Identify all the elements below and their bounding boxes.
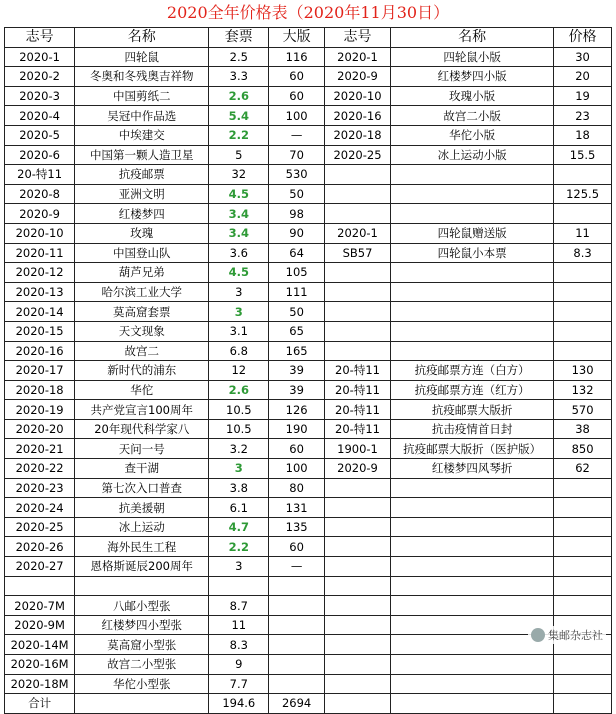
table-row xyxy=(5,459,612,479)
col-price-right-cell: 132 xyxy=(554,380,612,400)
col-id-left-cell: 2020-11 xyxy=(5,243,75,263)
col-name-right-cell: 抗疫邮票方连（红方） xyxy=(391,380,554,400)
col-id-right-cell xyxy=(324,615,390,635)
col-set-price-cell: 3 xyxy=(209,459,269,479)
col-sheet-price-cell: 65 xyxy=(269,321,325,341)
col-id-left-cell: 2020-17 xyxy=(5,361,75,381)
col-id-left-cell: 2020-6 xyxy=(5,145,75,165)
col-name-right-cell: 抗击疫情首日封 xyxy=(391,419,554,439)
col-name-right-cell xyxy=(391,655,554,675)
table-row xyxy=(5,184,612,204)
col-name-left-cell: 天文现象 xyxy=(75,321,209,341)
col-set-price-cell: 8.3 xyxy=(209,635,269,655)
col-name-right-cell xyxy=(391,576,554,596)
table-row xyxy=(5,243,612,263)
col-name-left-cell: 20年现代科学家八 xyxy=(75,419,209,439)
col-name-left-cell: 八邮小型张 xyxy=(75,596,209,616)
table-row xyxy=(5,282,612,302)
col-name-left-cell: 吴冠中作品选 xyxy=(75,106,209,126)
col-id-right-cell: 2020-1 xyxy=(324,223,390,243)
col-name-right-cell xyxy=(391,204,554,224)
col-id-left-cell: 2020-4 xyxy=(5,106,75,126)
col-id-right-cell: SB57 xyxy=(324,243,390,263)
col-name-right-cell: 玫瑰小版 xyxy=(391,86,554,106)
col-id-left-cell: 2020-18 xyxy=(5,380,75,400)
col-id-right-cell xyxy=(324,596,390,616)
table-row xyxy=(5,478,612,498)
table-row xyxy=(5,263,612,283)
col-name-right-cell xyxy=(391,596,554,616)
col-set-price-cell: 3.4 xyxy=(209,204,269,224)
col-name-right-cell xyxy=(391,184,554,204)
col-id-left-cell: 2020-12 xyxy=(5,263,75,283)
col-sheet-price-cell: 100 xyxy=(269,459,325,479)
col-set-price-cell: 3.3 xyxy=(209,67,269,87)
table-row xyxy=(5,655,612,675)
col-name-left-cell: 海外民生工程 xyxy=(75,537,209,557)
col-name-right-cell xyxy=(391,498,554,518)
col-price-right-cell xyxy=(554,341,612,361)
col-id-right-cell xyxy=(324,165,390,185)
col-id-right-cell xyxy=(324,517,390,537)
col-id-left-cell: 2020-22 xyxy=(5,459,75,479)
header-col-name-right: 名称 xyxy=(391,28,554,48)
col-id-left-cell: 20-特11 xyxy=(5,165,75,185)
header-col-id-right: 志号 xyxy=(324,28,390,48)
col-set-price-cell: 11 xyxy=(209,615,269,635)
col-price-right-cell xyxy=(554,674,612,694)
col-name-left-cell: 哈尔滨工业大学 xyxy=(75,282,209,302)
col-name-left-cell: 莫高窟套票 xyxy=(75,302,209,322)
col-name-left-cell xyxy=(75,576,209,596)
col-name-left-cell: 天问一号 xyxy=(75,439,209,459)
col-sheet-price-cell: 98 xyxy=(269,204,325,224)
col-id-right-cell: 20-特11 xyxy=(324,361,390,381)
col-id-left-cell: 2020-18M xyxy=(5,674,75,694)
col-set-price-cell: 4.5 xyxy=(209,184,269,204)
col-id-left-cell xyxy=(5,576,75,596)
col-price-right-cell: 850 xyxy=(554,439,612,459)
price-table xyxy=(4,27,612,714)
col-name-left-cell: 新时代的浦东 xyxy=(75,361,209,381)
col-sheet-price-cell: — xyxy=(269,557,325,577)
col-set-price-cell: 2.6 xyxy=(209,86,269,106)
col-name-left-cell: 亚洲文明 xyxy=(75,184,209,204)
col-sheet-price-cell: 70 xyxy=(269,145,325,165)
col-sheet-price-cell: 50 xyxy=(269,302,325,322)
col-sheet-price-cell: 530 xyxy=(269,165,325,185)
col-id-left-cell: 2020-20 xyxy=(5,419,75,439)
col-name-right-cell xyxy=(391,537,554,557)
col-price-right-cell xyxy=(554,498,612,518)
table-row xyxy=(5,204,612,224)
col-name-left-cell: 华佗小型张 xyxy=(75,674,209,694)
col-set-price-cell: 9 xyxy=(209,655,269,675)
col-sheet-price-cell: 165 xyxy=(269,341,325,361)
col-sheet-price-cell: 60 xyxy=(269,439,325,459)
col-sheet-price-cell: 100 xyxy=(269,106,325,126)
header-col-set-price: 套票 xyxy=(209,28,269,48)
col-name-left-cell xyxy=(75,694,209,714)
table-row xyxy=(5,106,612,126)
col-sheet-price-cell: 135 xyxy=(269,517,325,537)
col-name-left-cell: 莫高窟小型张 xyxy=(75,635,209,655)
col-name-right-cell: 四轮鼠赠送版 xyxy=(391,223,554,243)
col-id-left-cell: 2020-16 xyxy=(5,341,75,361)
col-sheet-price-cell xyxy=(269,674,325,694)
col-name-left-cell: 中国剪纸二 xyxy=(75,86,209,106)
col-id-left-cell: 2020-16M xyxy=(5,655,75,675)
col-id-right-cell xyxy=(324,655,390,675)
col-id-right-cell: 2020-16 xyxy=(324,106,390,126)
col-name-left-cell: 故宫二 xyxy=(75,341,209,361)
col-set-price-cell: 3 xyxy=(209,282,269,302)
col-name-right-cell: 四轮鼠小本票 xyxy=(391,243,554,263)
col-sheet-price-cell: 111 xyxy=(269,282,325,302)
col-name-left-cell: 中埃建交 xyxy=(75,125,209,145)
col-name-right-cell xyxy=(391,478,554,498)
col-name-right-cell: 华佗小版 xyxy=(391,125,554,145)
table-row xyxy=(5,302,612,322)
col-price-right-cell: 570 xyxy=(554,400,612,420)
col-id-right-cell xyxy=(324,341,390,361)
col-price-right-cell: 130 xyxy=(554,361,612,381)
col-name-right-cell xyxy=(391,282,554,302)
header-col-id-left: 志号 xyxy=(5,28,75,48)
col-price-right-cell: 19 xyxy=(554,86,612,106)
col-name-right-cell: 红楼梦四风琴折 xyxy=(391,459,554,479)
table-row xyxy=(5,596,612,616)
col-id-right-cell: 1900-1 xyxy=(324,439,390,459)
col-price-right-cell: 23 xyxy=(554,106,612,126)
col-id-right-cell: 2020-9 xyxy=(324,459,390,479)
col-name-right-cell xyxy=(391,694,554,714)
col-sheet-price-cell xyxy=(269,576,325,596)
page-title: 2020全年价格表（2020年11月30日） xyxy=(166,3,450,22)
table-row xyxy=(5,557,612,577)
col-price-right-cell xyxy=(554,282,612,302)
table-row xyxy=(5,145,612,165)
table-row xyxy=(5,674,612,694)
col-name-right-cell: 冰上运动小版 xyxy=(391,145,554,165)
col-price-right-cell xyxy=(554,596,612,616)
col-set-price-cell: 3 xyxy=(209,557,269,577)
col-set-price-cell: 6.8 xyxy=(209,341,269,361)
col-set-price-cell: 5.4 xyxy=(209,106,269,126)
table-row xyxy=(5,361,612,381)
col-sheet-price-cell: 50 xyxy=(269,184,325,204)
col-set-price-cell: 8.7 xyxy=(209,596,269,616)
col-name-left-cell: 四轮鼠 xyxy=(75,47,209,67)
col-id-left-cell: 2020-23 xyxy=(5,478,75,498)
col-name-right-cell xyxy=(391,517,554,537)
col-name-right-cell xyxy=(391,674,554,694)
col-set-price-cell: 4.5 xyxy=(209,263,269,283)
table-row xyxy=(5,86,612,106)
col-id-right-cell xyxy=(324,263,390,283)
col-id-right-cell xyxy=(324,204,390,224)
col-set-price-cell: 2.2 xyxy=(209,125,269,145)
col-id-left-cell: 2020-7M xyxy=(5,596,75,616)
col-name-left-cell: 查干湖 xyxy=(75,459,209,479)
col-price-right-cell xyxy=(554,655,612,675)
col-name-left-cell: 红楼梦四小型张 xyxy=(75,615,209,635)
col-id-left-cell: 2020-5 xyxy=(5,125,75,145)
col-name-right-cell xyxy=(391,302,554,322)
col-price-right-cell xyxy=(554,576,612,596)
col-price-right-cell xyxy=(554,204,612,224)
col-sheet-price-cell: 190 xyxy=(269,419,325,439)
col-set-price-cell: 32 xyxy=(209,165,269,185)
col-sheet-price-cell: 131 xyxy=(269,498,325,518)
col-price-right-cell xyxy=(554,321,612,341)
col-set-price-cell: 10.5 xyxy=(209,419,269,439)
col-id-left-cell: 2020-15 xyxy=(5,321,75,341)
col-price-right-cell: 11 xyxy=(554,223,612,243)
col-set-price-cell: 5 xyxy=(209,145,269,165)
table-row xyxy=(5,165,612,185)
col-sheet-price-cell: 64 xyxy=(269,243,325,263)
col-set-price-cell: 2.2 xyxy=(209,537,269,557)
col-id-right-cell: 20-特11 xyxy=(324,400,390,420)
col-sheet-price-cell xyxy=(269,596,325,616)
col-set-price-cell: 3.4 xyxy=(209,223,269,243)
col-sheet-price-cell: 39 xyxy=(269,380,325,400)
table-row xyxy=(5,125,612,145)
col-name-left-cell: 葫芦兄弟 xyxy=(75,263,209,283)
table-row xyxy=(5,67,612,87)
col-id-right-cell xyxy=(324,557,390,577)
col-price-right-cell xyxy=(554,517,612,537)
col-set-price-cell: 4.7 xyxy=(209,517,269,537)
col-name-right-cell: 抗疫邮票大版折 xyxy=(391,400,554,420)
col-name-left-cell: 冬奥和冬残奥吉祥物 xyxy=(75,67,209,87)
col-set-price-cell: 194.6 xyxy=(209,694,269,714)
col-set-price-cell: 12 xyxy=(209,361,269,381)
table-row xyxy=(5,635,612,655)
col-id-left-cell: 2020-8 xyxy=(5,184,75,204)
col-price-right-cell xyxy=(554,478,612,498)
col-sheet-price-cell: — xyxy=(269,125,325,145)
col-id-right-cell: 2020-10 xyxy=(324,86,390,106)
col-name-left-cell: 中国第一颗人造卫星 xyxy=(75,145,209,165)
col-name-right-cell xyxy=(391,263,554,283)
col-id-left-cell: 2020-24 xyxy=(5,498,75,518)
col-name-left-cell: 第七次入口普查 xyxy=(75,478,209,498)
header-col-price-right: 价格 xyxy=(554,28,612,48)
col-sheet-price-cell: 60 xyxy=(269,86,325,106)
col-id-left-cell: 2020-27 xyxy=(5,557,75,577)
col-set-price-cell: 2.6 xyxy=(209,380,269,400)
col-id-right-cell xyxy=(324,302,390,322)
col-id-left-cell: 2020-14 xyxy=(5,302,75,322)
col-sheet-price-cell: 80 xyxy=(269,478,325,498)
col-name-right-cell xyxy=(391,321,554,341)
col-id-left-cell: 2020-21 xyxy=(5,439,75,459)
col-name-right-cell xyxy=(391,165,554,185)
col-sheet-price-cell: 60 xyxy=(269,67,325,87)
col-id-left-cell: 2020-9 xyxy=(5,204,75,224)
table-row xyxy=(5,694,612,714)
col-sheet-price-cell: 60 xyxy=(269,537,325,557)
col-set-price-cell: 3.6 xyxy=(209,243,269,263)
table-row xyxy=(5,321,612,341)
watermark-text: 集邮杂志社 xyxy=(548,629,603,642)
col-name-left-cell: 中国登山队 xyxy=(75,243,209,263)
col-sheet-price-cell xyxy=(269,635,325,655)
table-row xyxy=(5,537,612,557)
header-row xyxy=(5,28,612,48)
col-sheet-price-cell xyxy=(269,615,325,635)
col-sheet-price-cell: 105 xyxy=(269,263,325,283)
col-price-right-cell: 18 xyxy=(554,125,612,145)
table-row xyxy=(5,47,612,67)
col-name-left-cell: 冰上运动 xyxy=(75,517,209,537)
table-row xyxy=(5,419,612,439)
col-id-right-cell xyxy=(324,282,390,302)
col-sheet-price-cell xyxy=(269,655,325,675)
col-id-right-cell xyxy=(324,321,390,341)
table-row xyxy=(5,498,612,518)
col-set-price-cell: 3.2 xyxy=(209,439,269,459)
col-id-right-cell xyxy=(324,537,390,557)
col-id-left-cell: 2020-13 xyxy=(5,282,75,302)
col-name-left-cell: 抗疫邮票 xyxy=(75,165,209,185)
col-name-left-cell: 共产党宣言100周年 xyxy=(75,400,209,420)
col-sheet-price-cell: 2694 xyxy=(269,694,325,714)
col-sheet-price-cell: 90 xyxy=(269,223,325,243)
col-name-right-cell: 故宫二小版 xyxy=(391,106,554,126)
table-row xyxy=(5,517,612,537)
col-id-right-cell xyxy=(324,184,390,204)
col-id-right-cell xyxy=(324,635,390,655)
col-price-right-cell: 30 xyxy=(554,47,612,67)
col-set-price-cell xyxy=(209,576,269,596)
col-id-left-cell: 2020-14M xyxy=(5,635,75,655)
col-sheet-price-cell: 116 xyxy=(269,47,325,67)
col-id-left-cell: 2020-3 xyxy=(5,86,75,106)
table-row xyxy=(5,400,612,420)
col-price-right-cell xyxy=(554,302,612,322)
col-id-left-cell: 2020-2 xyxy=(5,67,75,87)
col-id-right-cell xyxy=(324,674,390,694)
col-name-left-cell: 恩格斯诞辰200周年 xyxy=(75,557,209,577)
col-name-right-cell xyxy=(391,341,554,361)
col-price-right-cell: 125.5 xyxy=(554,184,612,204)
header-col-sheet-price: 大版 xyxy=(269,28,325,48)
col-price-right-cell: 8.3 xyxy=(554,243,612,263)
col-id-left-cell: 2020-26 xyxy=(5,537,75,557)
col-id-left-cell: 2020-9M xyxy=(5,615,75,635)
col-price-right-cell: 20 xyxy=(554,67,612,87)
col-id-right-cell: 20-特11 xyxy=(324,380,390,400)
col-id-right-cell: 2020-9 xyxy=(324,67,390,87)
col-id-right-cell xyxy=(324,694,390,714)
col-id-right-cell: 20-特11 xyxy=(324,419,390,439)
col-id-right-cell: 2020-18 xyxy=(324,125,390,145)
col-name-right-cell xyxy=(391,557,554,577)
table-row xyxy=(5,223,612,243)
col-set-price-cell: 3.8 xyxy=(209,478,269,498)
col-name-left-cell: 抗美援朝 xyxy=(75,498,209,518)
col-price-right-cell xyxy=(554,694,612,714)
col-sheet-price-cell: 126 xyxy=(269,400,325,420)
col-id-right-cell xyxy=(324,478,390,498)
col-id-left-cell: 2020-19 xyxy=(5,400,75,420)
col-price-right-cell xyxy=(554,557,612,577)
table-row xyxy=(5,341,612,361)
table-row xyxy=(5,380,612,400)
col-price-right-cell xyxy=(554,165,612,185)
col-name-left-cell: 故宫二小型张 xyxy=(75,655,209,675)
col-price-right-cell: 15.5 xyxy=(554,145,612,165)
table-row xyxy=(5,615,612,635)
col-sheet-price-cell: 39 xyxy=(269,361,325,381)
col-id-left-cell: 2020-25 xyxy=(5,517,75,537)
col-price-right-cell xyxy=(554,263,612,283)
col-name-left-cell: 玫瑰 xyxy=(75,223,209,243)
col-price-right-cell: 38 xyxy=(554,419,612,439)
col-id-right-cell: 2020-25 xyxy=(324,145,390,165)
col-name-right-cell: 红楼梦四小版 xyxy=(391,67,554,87)
header-col-name-left: 名称 xyxy=(75,28,209,48)
col-name-right-cell: 抗疫邮票方连（白方） xyxy=(391,361,554,381)
col-name-right-cell: 抗疫邮票大版折（医护版） xyxy=(391,439,554,459)
col-name-right-cell: 四轮鼠小版 xyxy=(391,47,554,67)
col-id-right-cell: 2020-1 xyxy=(324,47,390,67)
col-name-left-cell: 红楼梦四 xyxy=(75,204,209,224)
col-set-price-cell: 10.5 xyxy=(209,400,269,420)
col-id-right-cell xyxy=(324,576,390,596)
col-id-left-cell: 合计 xyxy=(5,694,75,714)
col-set-price-cell: 7.7 xyxy=(209,674,269,694)
table-row xyxy=(5,439,612,459)
col-set-price-cell: 3.1 xyxy=(209,321,269,341)
col-set-price-cell: 3 xyxy=(209,302,269,322)
col-price-right-cell: 62 xyxy=(554,459,612,479)
col-name-left-cell: 华佗 xyxy=(75,380,209,400)
wechat-logo-icon xyxy=(531,628,545,642)
watermark xyxy=(528,626,606,644)
col-id-right-cell xyxy=(324,498,390,518)
col-set-price-cell: 6.1 xyxy=(209,498,269,518)
table-row xyxy=(5,576,612,596)
col-set-price-cell: 2.5 xyxy=(209,47,269,67)
col-id-left-cell: 2020-10 xyxy=(5,223,75,243)
col-price-right-cell xyxy=(554,537,612,557)
col-id-left-cell: 2020-1 xyxy=(5,47,75,67)
